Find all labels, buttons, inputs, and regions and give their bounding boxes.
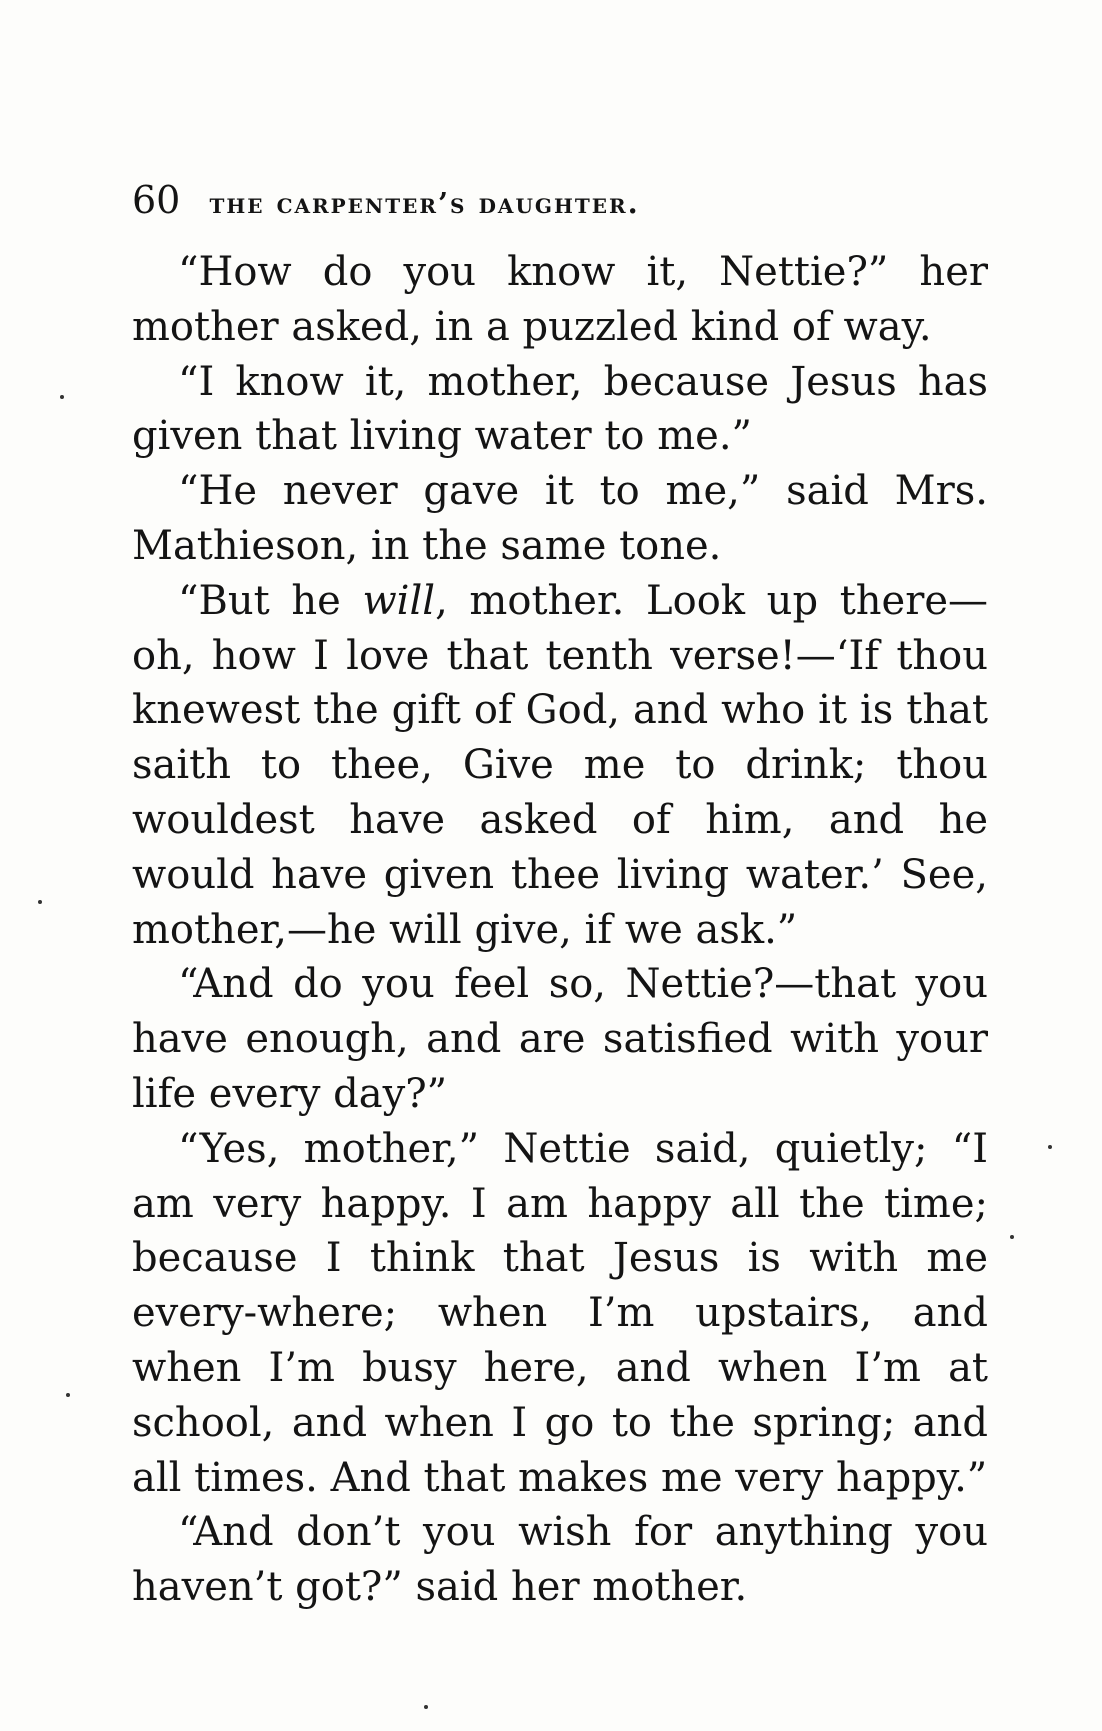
paragraph-5: [132, 957, 988, 1121]
text-segment: “How do you know it, Nettie?” her mother asked, in a puzzled kind of way.: [132, 249, 988, 350]
running-title: the carpenter’s daughter.: [209, 186, 640, 220]
text-segment: “He never gave it to me,” said Mrs. Mathieson, in the same tone.: [132, 468, 988, 569]
print-speck: [424, 1705, 428, 1709]
paragraph-3: [132, 464, 988, 574]
page-number: 60: [132, 178, 181, 222]
text-segment: “And do you feel so, Nettie?—that you have enough, and are satisfied with your life every day?”: [132, 961, 988, 1117]
paragraph-2: [132, 355, 988, 465]
text-segment: “But he: [178, 577, 363, 624]
page-header: [132, 170, 992, 230]
text-segment: “Yes, mother,” Nettie said, quietly; “I am very happy. I am happy all the time; because I think that Jesus is with me every-where; when I’m upstairs, and when I’m busy here, and when I’m at school, and when I go to the spring; and all times. And that makes me very happy.”: [132, 1125, 988, 1501]
text-segment: “I know it, mother, because Jesus has given that living water to me.”: [132, 358, 988, 460]
print-speck: [38, 900, 42, 904]
body-text: [132, 245, 988, 1615]
paragraph-6: [132, 1122, 988, 1506]
print-speck: [1048, 1145, 1052, 1149]
print-speck: [66, 1393, 70, 1397]
paragraph-7: [132, 1505, 988, 1615]
text-segment: “And don’t you wish for anything you haven’t got?” said her mother.: [132, 1509, 988, 1611]
print-speck: [1010, 1235, 1014, 1239]
paragraph-4: [132, 574, 988, 958]
print-speck: [60, 395, 64, 399]
text-segment: , mother. Look up there—oh, how I love that tenth verse!—‘If thou knewest the gift of God, and who it is that saith to thee, Give me to drink; thou wouldest have asked of him, and he would have given thee living water.’ See, mother,—he will give, if we ask.”: [132, 577, 989, 953]
emphasis-text: will: [362, 577, 436, 624]
paragraph-1: [132, 245, 988, 355]
